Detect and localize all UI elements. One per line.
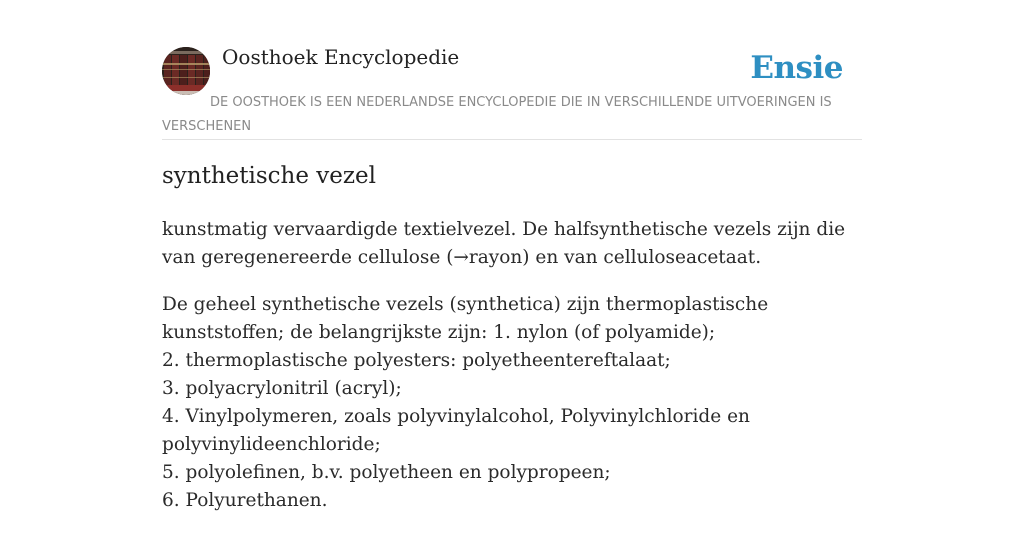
list-item: 2. thermoplastische polyesters: polyetheentereftalaat; bbox=[162, 350, 671, 371]
ensie-logo-link[interactable]: Ensie bbox=[750, 50, 843, 86]
list-item: 4. Vinylpolymeren, zoals polyvinylalcohol, Polyvinylchloride en polyvinylideenchloride; bbox=[162, 406, 750, 455]
article-paragraph-2 bbox=[162, 291, 862, 515]
source-header bbox=[162, 0, 862, 140]
encyclopedia-books-icon bbox=[162, 47, 210, 95]
page bbox=[162, 0, 862, 512]
source-avatar[interactable] bbox=[162, 47, 210, 95]
source-description: DE OOSTHOEK IS EEN NEDERLANDSE ENCYCLOPEDIE DIE IN VERSCHILLENDE UITVOERINGEN IS VERSCHENEN bbox=[162, 95, 832, 134]
article-paragraph-1: kunstmatig vervaardigde textielvezel. De halfsynthetische vezels zijn die van geregenereerde cellulose (→rayon) en van celluloseacetaat. bbox=[162, 219, 846, 268]
list-item: 6. Polyurethanen. bbox=[162, 490, 328, 511]
source-title-link[interactable]: Oosthoek Encyclopedie bbox=[222, 45, 460, 69]
list-item: 3. polyacrylonitril (acryl); bbox=[162, 378, 402, 399]
paragraph-intro: De geheel synthetische vezels (synthetica) zijn thermoplastische kunststoffen; de belangrijkste zijn: 1. nylon (of polyamide); bbox=[162, 294, 769, 343]
article-title: synthetische vezel bbox=[162, 163, 376, 189]
list-item: 5. polyolefinen, b.v. polyetheen en polypropeen; bbox=[162, 462, 611, 483]
article-body bbox=[162, 216, 862, 534]
